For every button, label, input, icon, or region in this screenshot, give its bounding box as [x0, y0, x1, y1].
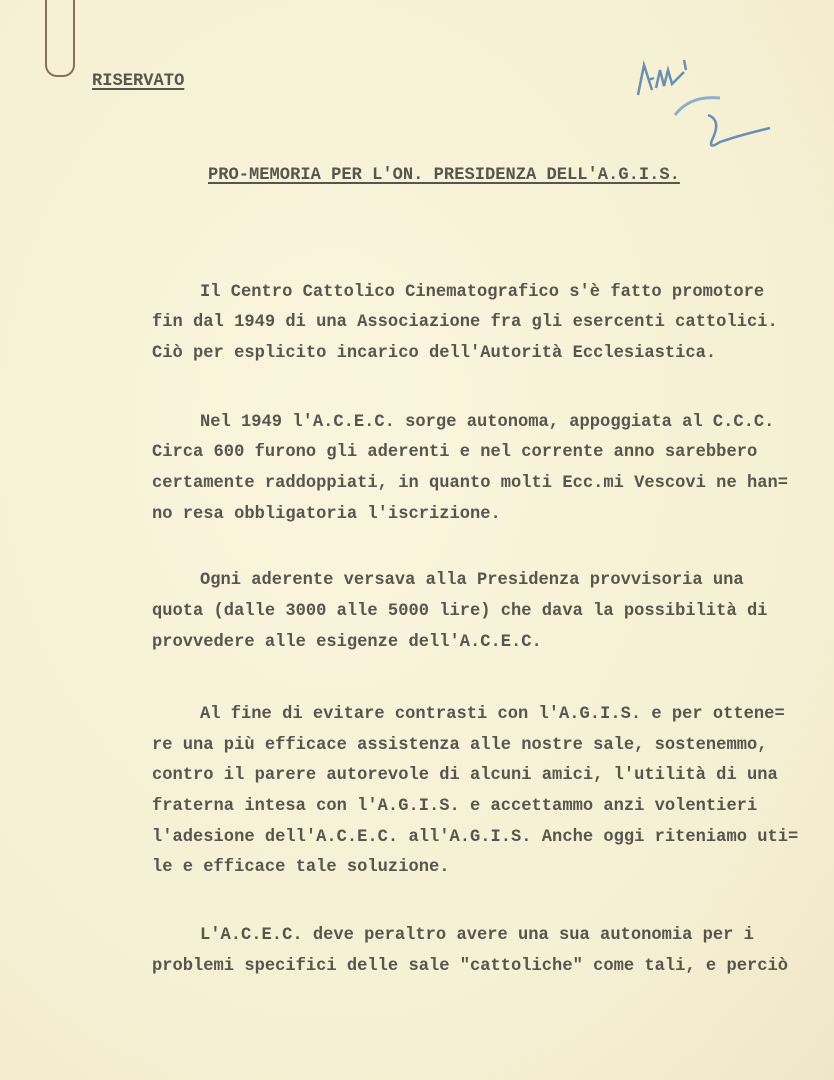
text-line: provvedere alle esigenze dell'A.C.E.C.	[152, 633, 542, 652]
text-line: Al fine di evitare contrasti con l'A.G.I.S. e per ottene=	[200, 705, 785, 724]
text-line: problemi specifici delle sale "cattoliche" come tali, e perciò	[152, 957, 788, 976]
text-line: Il Centro Cattolico Cinematografico s'è fatto promotore	[200, 283, 765, 302]
text-line: fin dal 1949 di una Associazione fra gli esercenti cattolici.	[152, 313, 778, 332]
text-line: no resa obbligatoria l'iscrizione.	[152, 505, 501, 524]
handwritten-note	[630, 40, 790, 160]
text-line: fraterna intesa con l'A.G.I.S. e accettammo anzi volentieri	[152, 797, 758, 816]
text-line: quota (dalle 3000 alle 5000 lire) che dava la possibilità di	[152, 602, 768, 621]
text-line: certamente raddoppiati, in quanto molti Ecc.mi Vescovi ne han=	[152, 474, 788, 493]
text-line: Nel 1949 l'A.C.E.C. sorge autonoma, appoggiata al C.C.C.	[200, 413, 775, 432]
paper-clip-mark	[45, 0, 75, 77]
text-line: re una più efficace assistenza alle nostre sale, sostenemmo,	[152, 736, 768, 755]
text-line: Ogni aderente versava alla Presidenza provvisoria una	[200, 571, 744, 590]
text-line: contro il parere autorevole di alcuni amici, l'utilità di una	[152, 766, 778, 785]
document-title: PRO-MEMORIA PER L'ON. PRESIDENZA DELL'A.G.I.S.	[208, 166, 680, 185]
text-line: le e efficace tale soluzione.	[152, 858, 450, 877]
text-line: Circa 600 furono gli aderenti e nel corrente anno sarebbero	[152, 443, 758, 462]
classification-label: RISERVATO	[92, 72, 185, 91]
text-line: Ciò per esplicito incarico dell'Autorità Ecclesiastica.	[152, 344, 717, 363]
text-line: L'A.C.E.C. deve peraltro avere una sua autonomia per i	[200, 926, 754, 945]
text-line: l'adesione dell'A.C.E.C. all'A.G.I.S. Anche oggi riteniamo uti=	[152, 828, 799, 847]
